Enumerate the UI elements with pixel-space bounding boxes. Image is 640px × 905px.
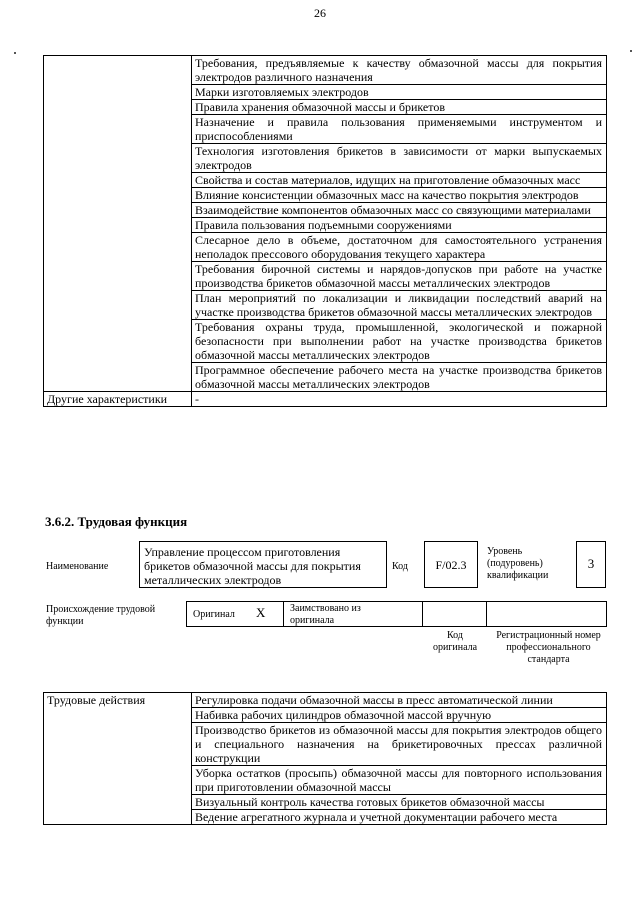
actions-label: Трудовые действия bbox=[44, 693, 192, 825]
page-number: 26 bbox=[314, 6, 326, 20]
level-label: Уровень (подуровень) квалификации bbox=[487, 546, 549, 581]
knowledge-table bbox=[43, 55, 607, 407]
knowledge-item: Правила пользования подъемными сооружениями bbox=[192, 218, 607, 233]
origin-divider bbox=[486, 601, 487, 627]
action-item: Ведение агрегатного журнала и учетной документации рабочего места bbox=[192, 810, 607, 825]
original-mark: X bbox=[256, 605, 266, 620]
other-characteristics-label: Другие характеристики bbox=[44, 392, 192, 407]
knowledge-item: Взаимодействие компонентов обмазочных масс со связующими материалами bbox=[192, 203, 607, 218]
knowledge-item: Влияние консистенции обмазочных масс на качество покрытия электродов bbox=[192, 188, 607, 203]
knowledge-item: Назначение и правила пользования применяемыми инструментом и приспособлениями bbox=[192, 115, 607, 144]
action-item: Набивка рабочих цилиндров обмазочной массой вручную bbox=[192, 708, 607, 723]
knowledge-item: Требования, предъявляемые к качеству обмазочной массы для покрытия электродов различного назначения bbox=[192, 56, 607, 85]
level-value: 3 bbox=[587, 556, 595, 571]
function-name-value: Управление процессом приготовления брикетов обмазочной массы для покрытия металлических электродов bbox=[144, 545, 361, 587]
origin-divider bbox=[283, 601, 284, 627]
scan-speck bbox=[14, 52, 16, 54]
action-item: Уборка остатков (просыпь) обмазочной массы для повторного использования при приготовлении обмазочной массы bbox=[192, 766, 607, 795]
knowledge-item: План мероприятий по локализации и ликвидации последствий аварий на участке производства брикетов обмазочной массы металлических электродов bbox=[192, 291, 607, 320]
reg-number-label: Регистрационный номер профессионального стандарта bbox=[496, 630, 601, 665]
table-row bbox=[44, 392, 607, 407]
origin-label: Происхождение трудовой функции bbox=[46, 604, 156, 627]
knowledge-label-cell bbox=[44, 56, 192, 392]
name-label: Наименование bbox=[46, 561, 109, 572]
code-original-label: Код оригинала bbox=[432, 630, 478, 653]
origin-box bbox=[186, 601, 607, 627]
knowledge-item: Свойства и состав материалов, идущих на приготовление обмазочных масс bbox=[192, 173, 607, 188]
scan-speck bbox=[630, 50, 632, 52]
actions-table bbox=[43, 692, 607, 825]
knowledge-item: Технология изготовления брикетов в зависимости от марки выпускаемых электродов bbox=[192, 144, 607, 173]
other-characteristics-value: - bbox=[192, 392, 607, 407]
knowledge-item: Требования охраны труда, промышленной, экологической и пожарной безопасности при выполнении работ на участке производства брикетов обмазочной массы металлических электродов bbox=[192, 320, 607, 363]
knowledge-item: Правила хранения обмазочной массы и брикетов bbox=[192, 100, 607, 115]
knowledge-item: Слесарное дело в объеме, достаточном для самостоятельного устранения неполадок прессового оборудования текущего характера bbox=[192, 233, 607, 262]
code-value: F/02.3 bbox=[435, 558, 467, 572]
action-item: Визуальный контроль качества готовых брикетов обмазочной массы bbox=[192, 795, 607, 810]
knowledge-item: Марки изготовляемых электродов bbox=[192, 85, 607, 100]
action-item: Регулировка подачи обмазочной массы в пресс автоматической линии bbox=[192, 693, 607, 708]
table-row bbox=[44, 56, 607, 85]
action-item: Производство брикетов из обмазочной массы для покрытия электродов общего и специального назначения на брикетировочных прессах различной конструкции bbox=[192, 723, 607, 766]
section-title: 3.6.2. Трудовая функция bbox=[45, 514, 188, 529]
knowledge-item: Программное обеспечение рабочего места на участке производства брикетов обмазочной массы металлических электродов bbox=[192, 363, 607, 392]
table-row bbox=[44, 693, 607, 708]
code-label: Код bbox=[392, 561, 408, 572]
borrowed-label: Заимствовано из оригинала bbox=[290, 603, 361, 626]
origin-divider bbox=[422, 601, 423, 627]
knowledge-item: Требования бирочной системы и нарядов-допусков при работе на участке производства брикетов обмазочной массы металлических электродов bbox=[192, 262, 607, 291]
original-label: Оригинал bbox=[193, 609, 235, 620]
